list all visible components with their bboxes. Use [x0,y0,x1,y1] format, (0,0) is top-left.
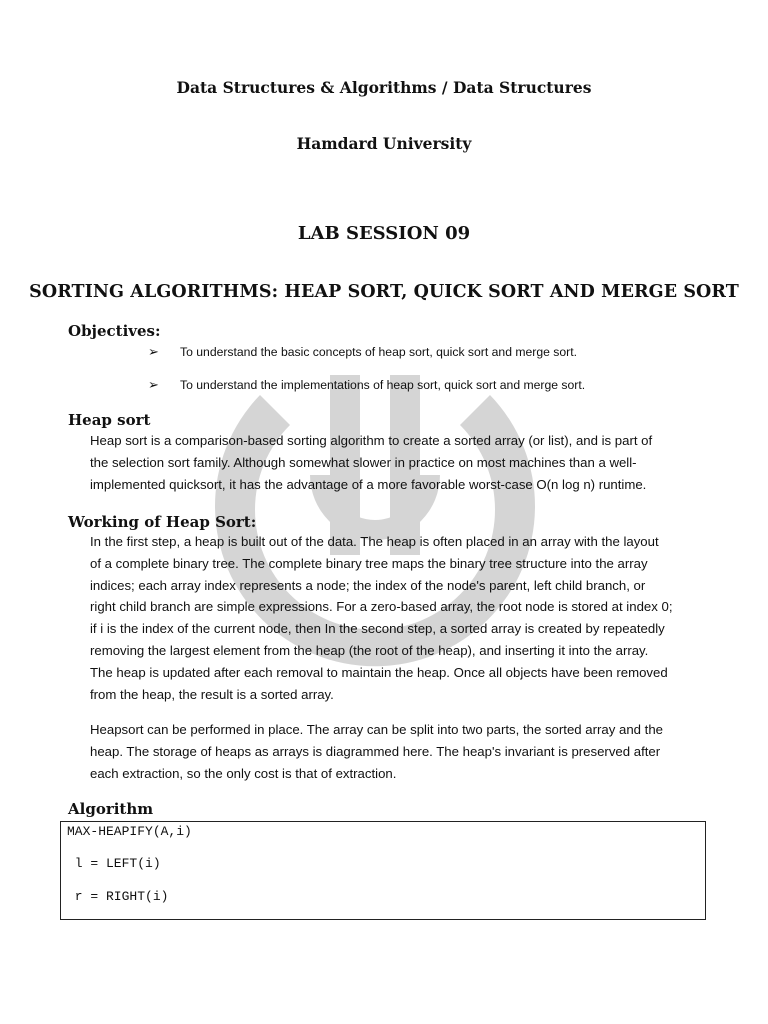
university-name: Hamdard University [296,134,472,153]
algorithm-heading: Algorithm [68,800,154,818]
working-paragraph-2: Heapsort can be performed in place. The array can be split into two parts, the sorted array and the heap. The storage of heaps as arrays is diagrammed here. The heap's invariant is preserved after each extraction, so the only cost is that of extraction. [90,722,663,781]
lab-session-title: LAB SESSION 09 [297,223,471,244]
code-line: r = RIGHT(i) [67,889,169,904]
working-heading: Working of Heap Sort: [68,513,257,531]
objective-item [148,377,585,393]
heap-sort-heading: Heap sort [68,411,151,429]
working-paragraph-1: In the first step, a heap is built out of the data. The heap is often placed in an array with the layout of a complete binary tree. The complete binary tree maps the binary tree structure into the array indices; each array index represents a node; the index of the node's parent, left child branch, or right child branch are simple expressions. For a zero-based array, the root node is stored at index 0; if i is the index of the current node, then In the second step, a sorted array is created by repeatedly removing the largest element from the heap (the root of the heap), and inserting it into the array. The heap is updated after each removal to maintain the heap. Once all objects have been removed from the heap, the result is a sorted array. [90,534,673,702]
objective-text: To understand the implementations of heap sort, quick sort and merge sort. [180,378,586,392]
objective-text: To understand the basic concepts of heap sort, quick sort and merge sort. [180,345,577,359]
arrow-bullet-icon: ➢ [148,344,159,359]
code-line: MAX-HEAPIFY(A,i) [67,824,192,839]
algorithm-code-box [60,821,706,920]
code-line: l = LEFT(i) [67,856,161,871]
heap-sort-paragraph: Heap sort is a comparison-based sorting algorithm to create a sorted array (or list), and is part of the selection sort family. Although somewhat slower in practice on most machines than a well- implemented quicksort, it has the advantage of a more favorable worst-case O(n log n) runtime. [90,433,653,492]
document-main-title: SORTING ALGORITHMS: HEAP SORT, QUICK SORT AND MERGE SORT [29,282,739,302]
objectives-heading: Objectives: [68,322,161,340]
course-title: Data Structures & Algorithms / Data Structures [176,78,592,97]
arrow-bullet-icon: ➢ [148,377,159,392]
objective-item [148,344,577,360]
